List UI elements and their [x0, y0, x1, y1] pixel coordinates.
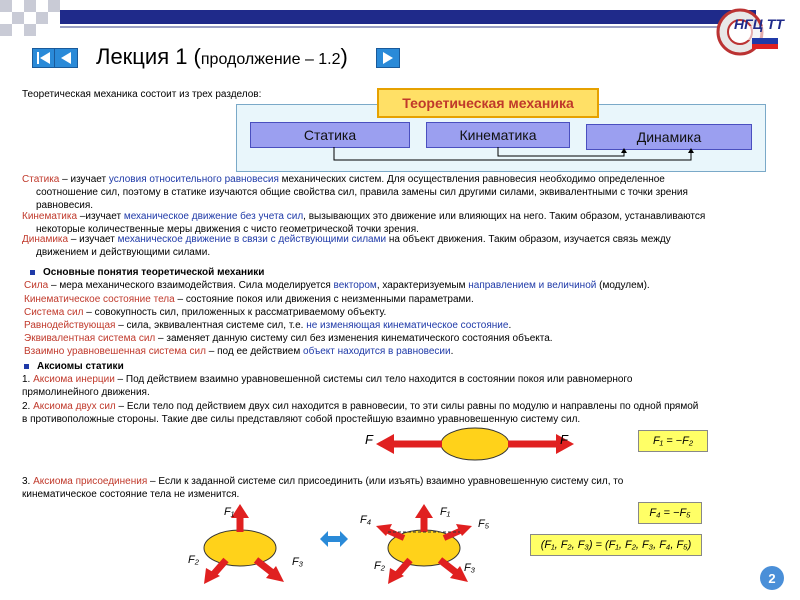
bullet-icon — [24, 364, 29, 369]
concept-balanced: Взаимно уравновешенная система сил – под ее действием объект находится в равновесии. — [24, 346, 454, 357]
axioms-heading: Аксиомы статики — [24, 360, 124, 373]
header-line — [60, 26, 756, 28]
equation-two-forces: F₁ = −F₂ — [638, 430, 708, 452]
axiom-two-forces: 2. Аксиома двух сил – Если тело под действием двух сил находится в равновесии, то эти силы равны по модулю и направлены по одной прямой в противоположные стороны. Такие две силы представляют собой простейшую взаимно уравновешенную систему сил. — [22, 401, 699, 425]
first-slide-button[interactable] — [32, 48, 56, 68]
prev-slide-button[interactable] — [54, 48, 78, 68]
equation-systems: (F₁, F₂, F₃) = (F₁, F₂, F₃, F₄, F₅) — [530, 534, 702, 556]
diagram-connectors — [236, 104, 764, 170]
concept-force-system: Система сил – совокупность сил, приложенных к рассматриваемому объекту. — [24, 307, 387, 318]
concepts-heading: Основные понятия теоретической механики — [30, 266, 264, 279]
box-statics: Статика — [250, 122, 410, 148]
force-label-f1-left: F₁ — [224, 506, 235, 518]
skip-back-icon — [37, 52, 51, 64]
statics-definition: Статика – изучает условия относительного равновесия механических систем. Для осуществления равновесия необходимо определенное соотношение сил, поэтому в статике изучаются общие свойства сил, правила замены сил другими силами, эквивалентными с точки зрения равновесия. — [22, 174, 688, 211]
next-slide-button[interactable] — [376, 48, 400, 68]
force-label-f3-right: F₃ — [464, 562, 476, 574]
diagram-title: Теоретическая механика — [377, 88, 599, 118]
concept-force: Сила – мера механического взаимодействия. Сила моделируется вектором, характеризуемым направлением и величиной (модулем). — [24, 280, 650, 291]
concept-equivalent: Эквивалентная система сил – заменяет данную систему сил без изменения кинематического состояния объекта. — [24, 333, 553, 344]
equation-f4-f5: F₄ = −F₅ — [638, 502, 702, 524]
equivalence-arrow-icon — [320, 530, 348, 548]
logo-text: НГЦ ТТ — [734, 16, 784, 32]
force-label-f2: F — [560, 432, 568, 447]
two-forces-figure — [360, 426, 590, 466]
force-label-f1-right: F₁ — [440, 506, 451, 518]
dynamics-definition: Динамика – изучает механическое движение в связи с действующими силами на объект движения. Таким образом, изучается связь между движением и действующими силами. — [22, 234, 671, 258]
three-forces-figure — [190, 502, 310, 592]
box-dynamics: Динамика — [586, 124, 752, 150]
arrow-right-icon — [382, 52, 394, 64]
five-forces-figure — [352, 502, 502, 594]
force-label-f5-right: F₅ — [478, 518, 490, 530]
force-label-f3-left: F₃ — [292, 556, 304, 568]
intro-text: Теоретическая механика состоит из трех разделов: — [22, 89, 262, 100]
force-label-f1: F — [365, 432, 373, 447]
concept-resultant: Равнодействующая – сила, эквивалентная системе сил, т.е. не изменяющая кинематическое состояние. — [24, 320, 512, 331]
force-label-f2-left: F₂ — [188, 554, 199, 566]
bullet-icon — [30, 270, 35, 275]
page-title: Лекция 1 (продолжение – 1.2) — [96, 44, 348, 69]
concept-kin-state: Кинематическое состояние тела – состояние покоя или движения с неизменными параметрами. — [24, 294, 474, 305]
arrow-left-icon — [60, 52, 72, 64]
axiom-addition: 3. Аксиома присоединения – Если к заданной системе сил присоединить (или изъять) взаимно уравновешенную систему сил, то кинематическое состояние тела не изменится. — [22, 476, 624, 500]
force-label-f4-right: F₄ — [360, 514, 372, 526]
axiom-inertia: 1. Аксиома инерции – Под действием взаимно уравновешенной системы сил тело находится в состоянии покоя или равномерного прямолинейного движения. — [22, 374, 633, 398]
logo — [712, 4, 784, 56]
force-label-f2-right: F₂ — [374, 560, 385, 572]
page-number: 2 — [760, 566, 784, 590]
box-kinematics: Кинематика — [426, 122, 570, 148]
kinematics-definition: Кинематика –изучает механическое движение без учета сил, вызывающих это движение или влияющих на него. Таким образом, устанавливаются некоторые количественные меры движения с чисто геометрической точки зрения. — [22, 211, 706, 235]
header-bar — [60, 10, 756, 24]
